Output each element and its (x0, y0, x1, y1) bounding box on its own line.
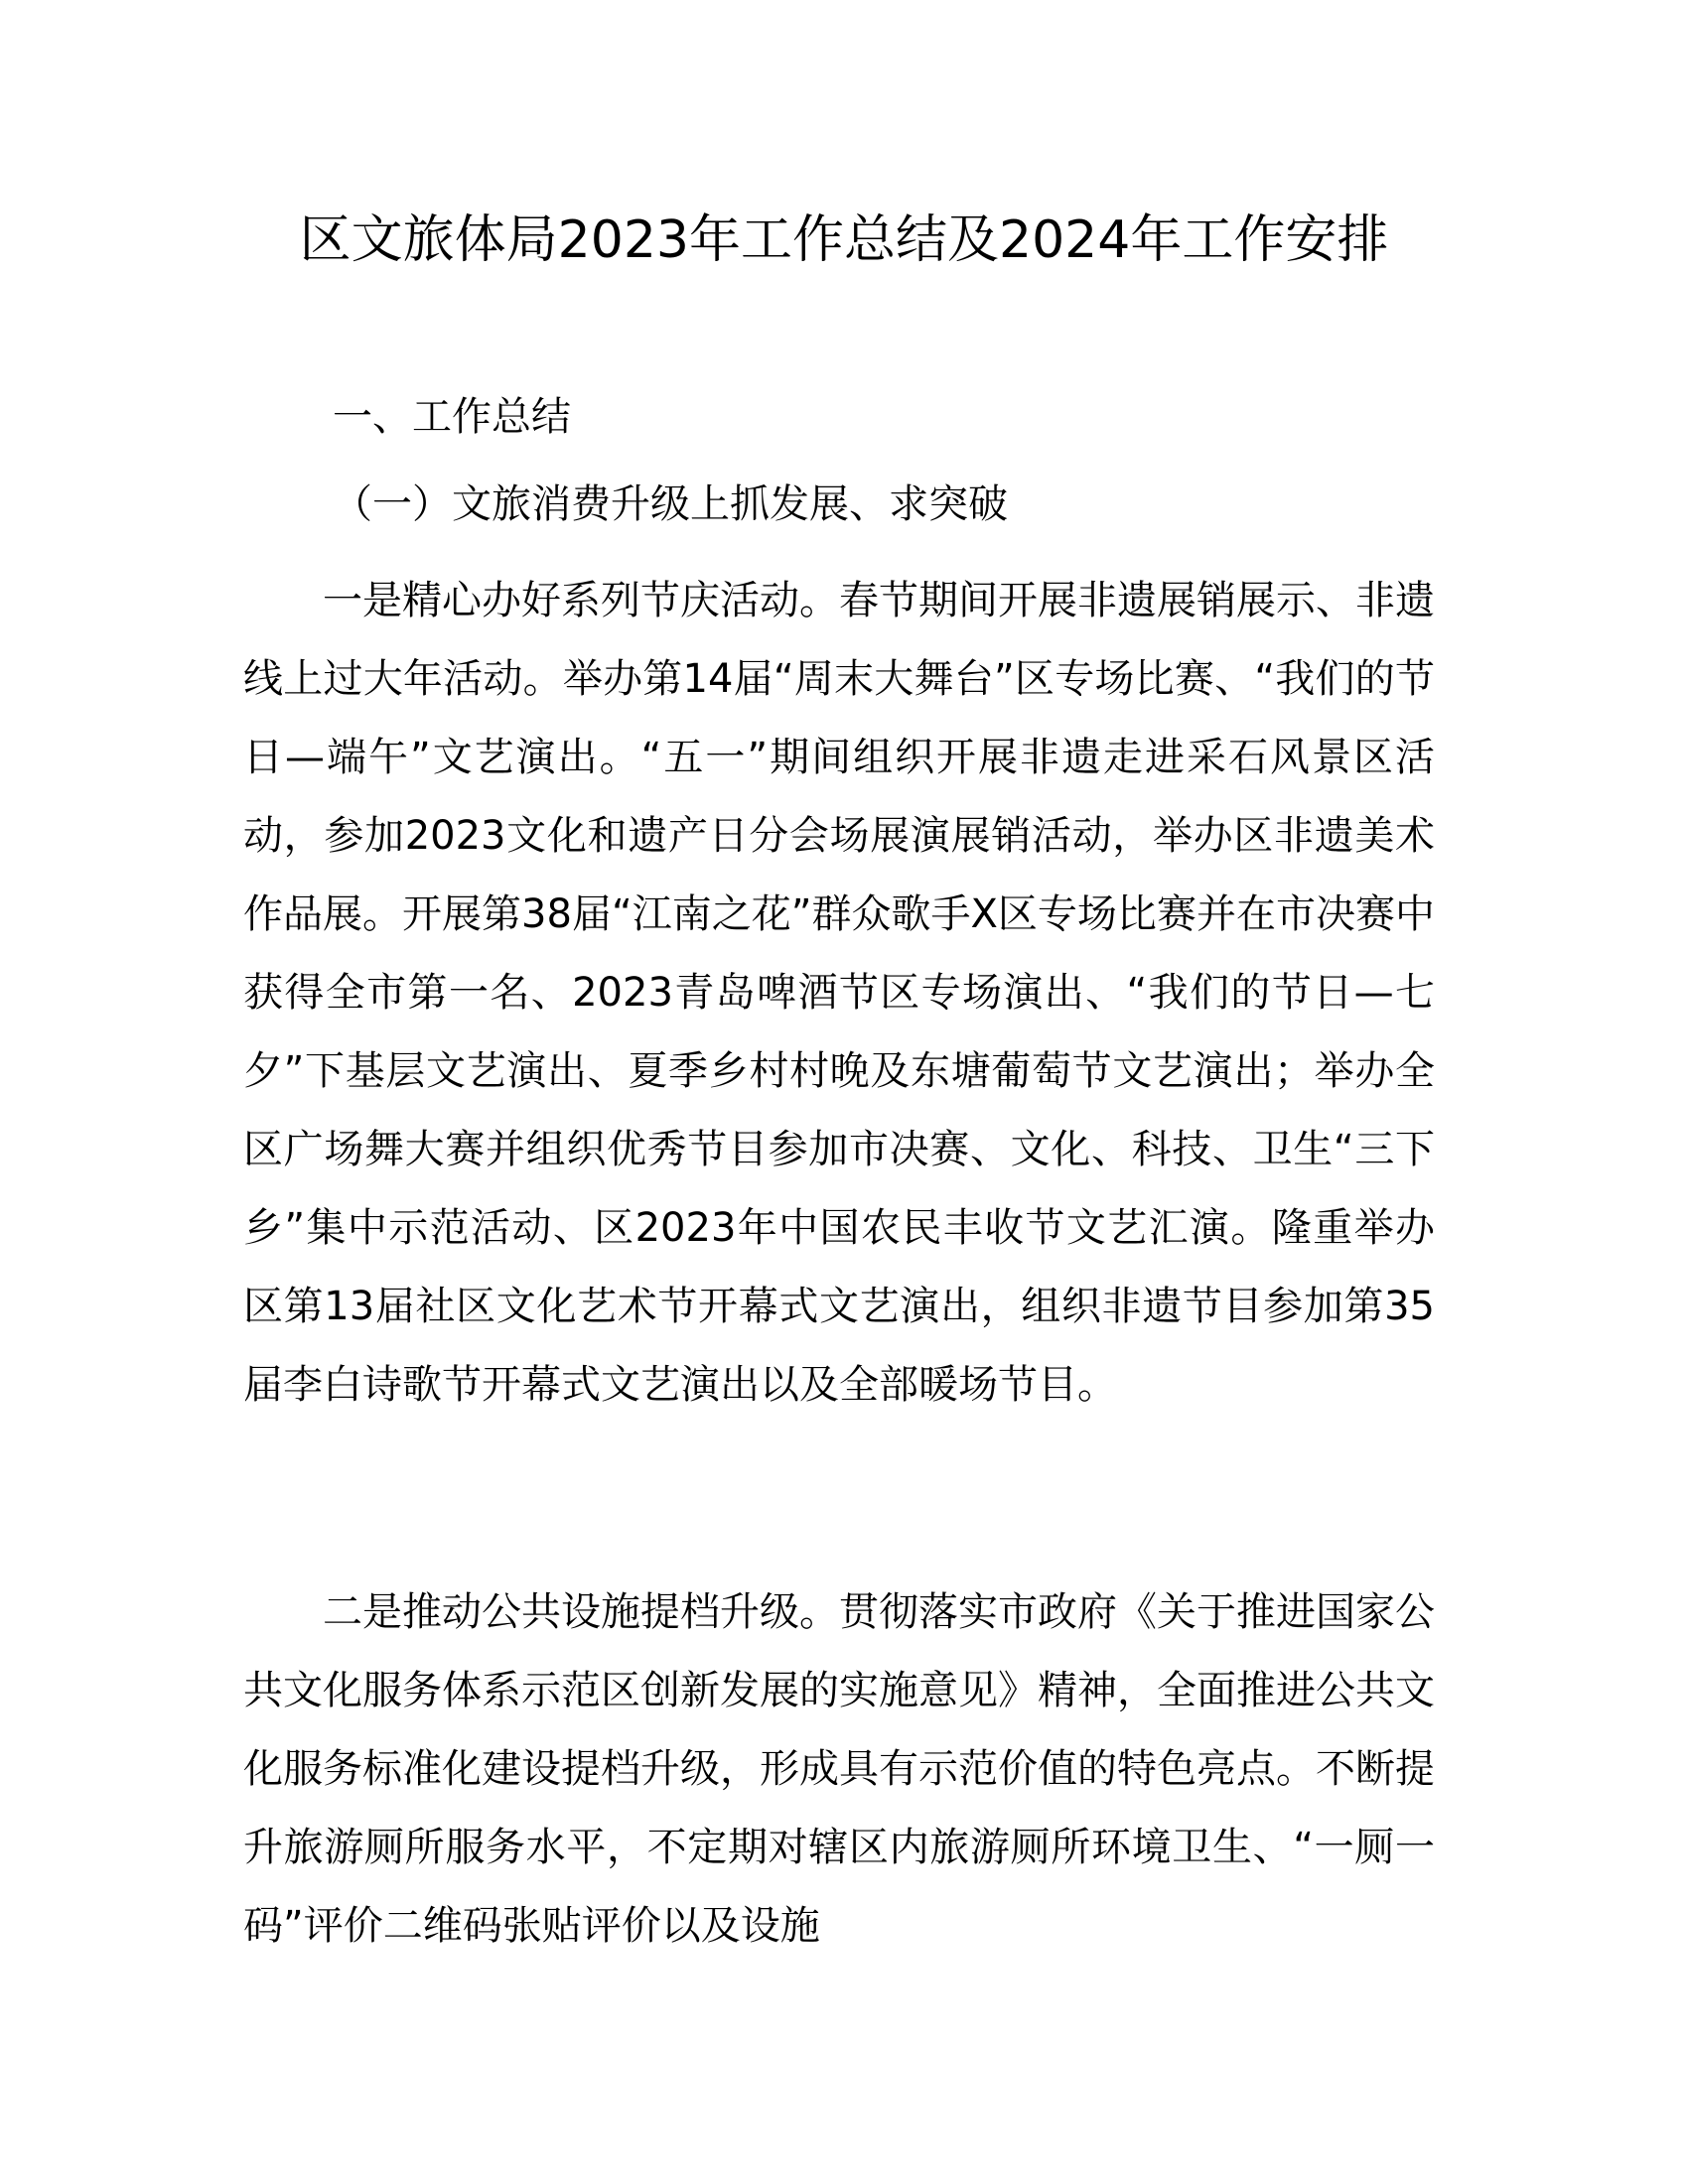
paragraph-festival-activities: 一是精心办好系列节庆活动。春节期间开展非遗展销展示、非遗线上过大年活动。举办第14届“周末大舞台”区专场比赛、“我们的节日—端午”文艺演出。“五一”期间组织开展非遗走进采石风景区活动，参加2023文化和遗产日分会场展演展销活动，举办区非遗美术作品展。开展第38届“江南之花”群众歌手X区专场比赛并在市决赛中获得全市第一名、2023青岛啤酒节区专场演出、“我们的节日—七夕”下基层文艺演出、夏季乡村村晚及东塘葡萄节文艺演出；举办全区广场舞大赛并组织优秀节目参加市决赛、文化、科技、卫生“三下乡”集中示范活动、区2023年中国农民丰收节文艺汇演。隆重举办区第13届社区文化艺术节开幕式文艺演出，组织非遗节目参加第35届李白诗歌节开幕式文艺演出以及全部暖场节目。 (243, 578, 1435, 1408)
paragraph-public-facilities: 二是推动公共设施提档升级。贯彻落实市政府《关于推进国家公共文化服务体系示范区创新发展的实施意见》精神，全面推进公共文化服务标准化建设提档升级，形成具有示范价值的特色亮点。不断提升旅游厕所服务水平，不定期对辖区内旅游厕所环境卫生、“一厕一码”评价二维码张贴评价以及设施 (243, 1589, 1435, 1949)
document-title: 区文旅体局2023年工作总结及2024年工作安排 (299, 210, 1389, 270)
subsection-heading: （一）文旅消费升级上抓发展、求突破 (333, 481, 1008, 527)
section-heading: 一、工作总结 (333, 394, 571, 440)
